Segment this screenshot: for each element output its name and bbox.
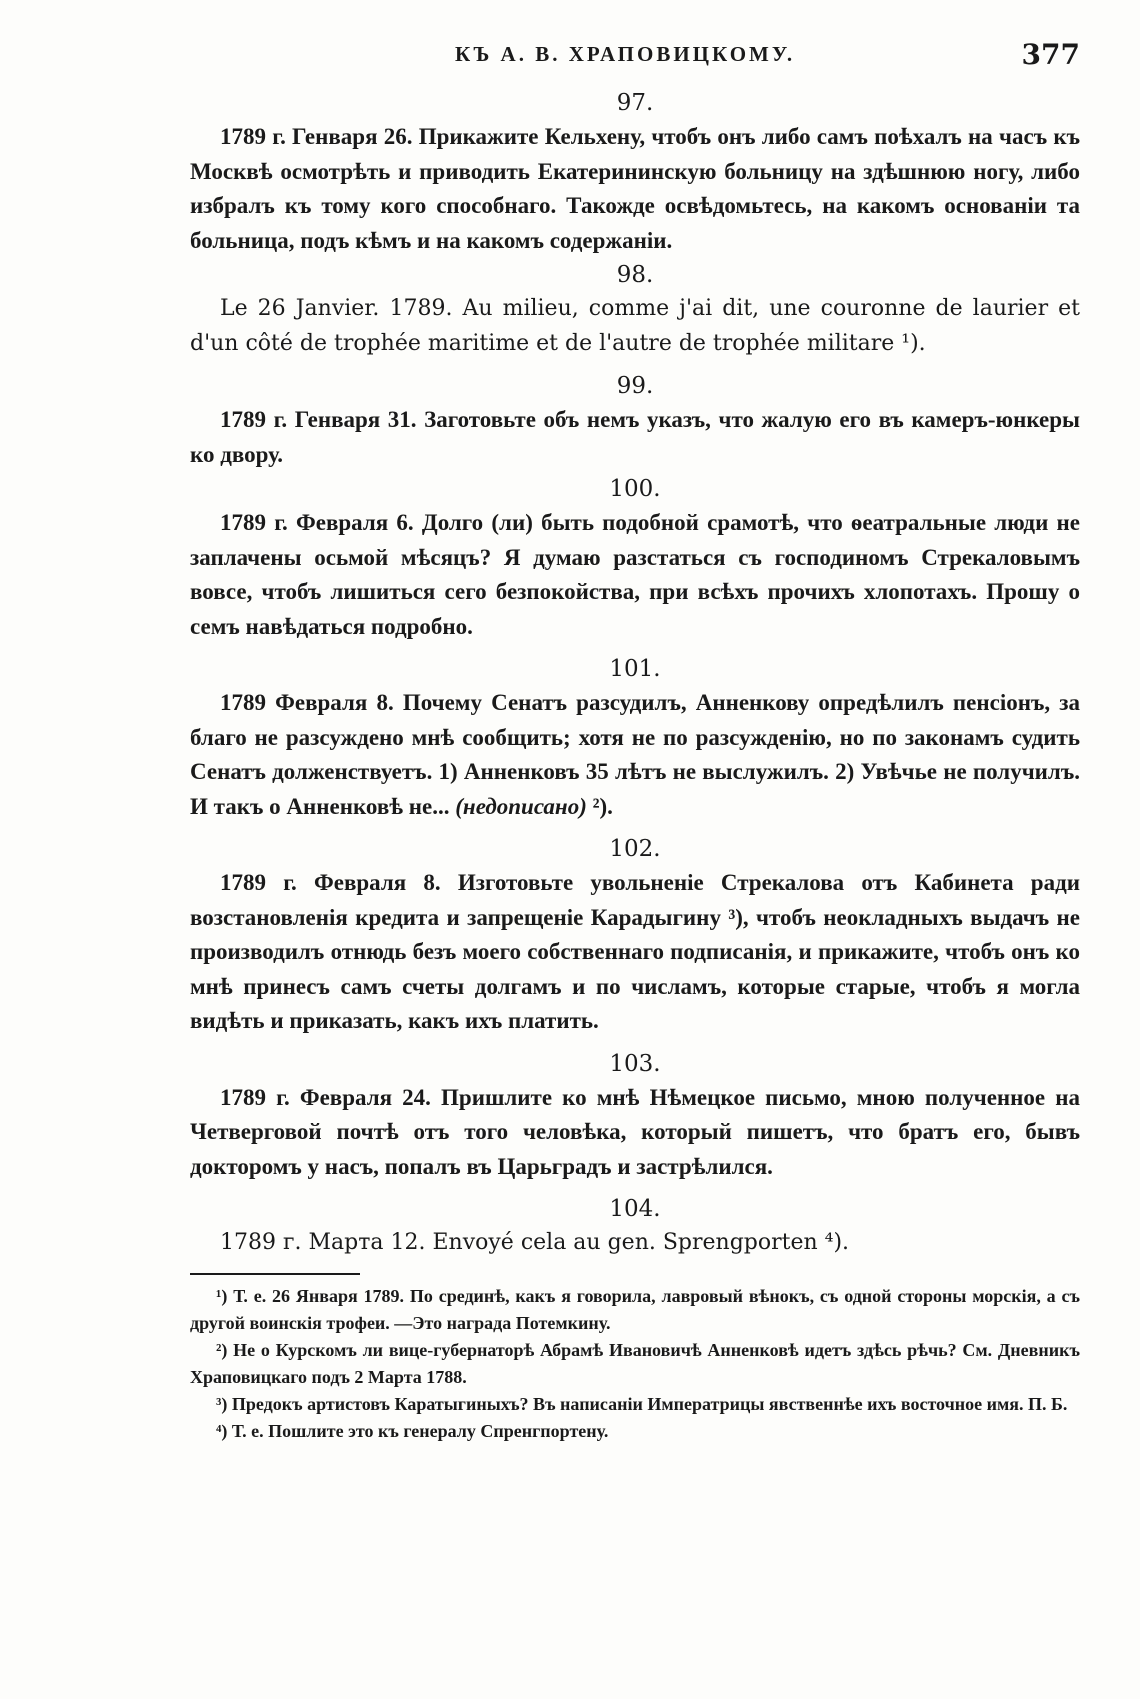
entry-number: 99. [616, 373, 654, 399]
entry-text: 1789 г. Февраля 6. Долго (ли) быть подобной срамотѣ, что ѳеатральные люди не заплачены осьмой мѣсяцъ? Я думаю разстаться съ господиномъ Стрекаловымъ вовсе, чтобъ лишиться сего безпокойства, при всѣхъ прочихъ хлопотахъ. Прошу о семъ навѣдаться подробно. [190, 510, 1080, 639]
entry-text: 1789 г. Февраля 8. Изготовьте увольненіе Стрекалова отъ Кабинета ради возстановленія кредита и запрещеніе Карадыгину ³), чтобъ неокладныхъ выдачъ не производилъ отнюдь безъ моего собственнаго подписанія, и прикажите, чтобъ онъ ко мнѣ принесъ самъ счеты долгамъ и по числамъ, которые старые, чтобъ я могла видѣть и приказать, какъ ихъ платить. [190, 870, 1080, 1033]
entry-text-italic: (недописано) [455, 793, 587, 819]
footnote: ²) Не о Курскомъ ли вице-губернаторѣ Абрамѣ Ивановичѣ Анненковѣ идетъ здѣсь рѣчь? См. Дневникъ Храповицкаго подъ 2 Марта 1788. [190, 1339, 1080, 1387]
page-number: 377 [1021, 38, 1080, 71]
entry-text-main: 1789 Февраля 8. Почему Сенатъ разсудилъ, Анненкову опредѣлилъ пенсіонъ, за благо не разсуждено мнѣ сообщить; хотя не по разсужденію, но по законамъ судить Сенатъ долженствуетъ. 1) Анненковъ 35 лѣтъ не выслужилъ. 2) Увѣчье не получилъ. И такъ о Анненковѣ не... [190, 690, 1080, 819]
entry-text: 1789 г. Февраля 24. Пришлите ко мнѣ Нѣмецкое письмо, мною полученное на Четверговой почтѣ отъ того человѣка, который пишетъ, что братъ его, бывъ докторомъ у насъ, попалъ въ Царьградъ и застрѣлился. [190, 1084, 1080, 1179]
page-header [200, 38, 1080, 78]
entry-number: 97. [616, 90, 654, 116]
entry-number: 98. [616, 262, 654, 288]
entry-text: Le 26 Janvier. 1789. Au milieu, comme j'ai dit, une couronne de laurier et d'un côté de trophée maritime et de l'autre de trophée militare ¹). [190, 296, 1080, 356]
entry-text: 1789 г. Генваря 31. Заготовьте объ немъ указъ, что жалую его въ камеръ-юнкеры ко двору. [190, 407, 1080, 467]
entry-text: 1789 г. Генваря 26. Прикажите Кельхену, чтобъ онъ либо самъ поѣхалъ на часъ къ Москвѣ осмотрѣть и приводить Екатерининскую больницу на здѣшнюю ногу, либо избралъ къ тому кого способнаго. Такожде освѣдомьтесь, на какомъ основаніи та больница, подъ кѣмъ и на какомъ содержаніи. [190, 124, 1080, 253]
running-head: КЪ А. В. ХРАПОВИЦКОМУ. [455, 42, 796, 66]
entry-number: 101. [609, 656, 661, 682]
entry-number: 100. [609, 476, 661, 502]
page-body [190, 86, 1080, 1445]
footnote: ³) Предокъ артистовъ Каратыгиныхъ? Въ написаніи Императрицы явственнѣе ихъ восточное имя. П. Б. [216, 1393, 1068, 1414]
entry-number: 102. [609, 836, 661, 862]
footnote-divider [190, 1273, 360, 1275]
entry-number: 103. [609, 1050, 661, 1077]
entry-number: 104. [609, 1196, 661, 1222]
footnote: ¹) Т. е. 26 Января 1789. По срединѣ, какъ я говорила, лавровый вѣнокъ, съ одной стороны морскія, а съ другой воинскія трофеи. —Это награда Потемкину. [190, 1285, 1080, 1333]
entry-text [190, 686, 1080, 824]
entry-text: 1789 г. Марта 12. Envoyé cela au gen. Sprengporten ⁴). [220, 1230, 850, 1255]
footnote: ⁴) Т. е. Пошлите это къ генералу Спренгпортену. [216, 1420, 609, 1441]
entry-text-tail: ²). [586, 793, 613, 819]
